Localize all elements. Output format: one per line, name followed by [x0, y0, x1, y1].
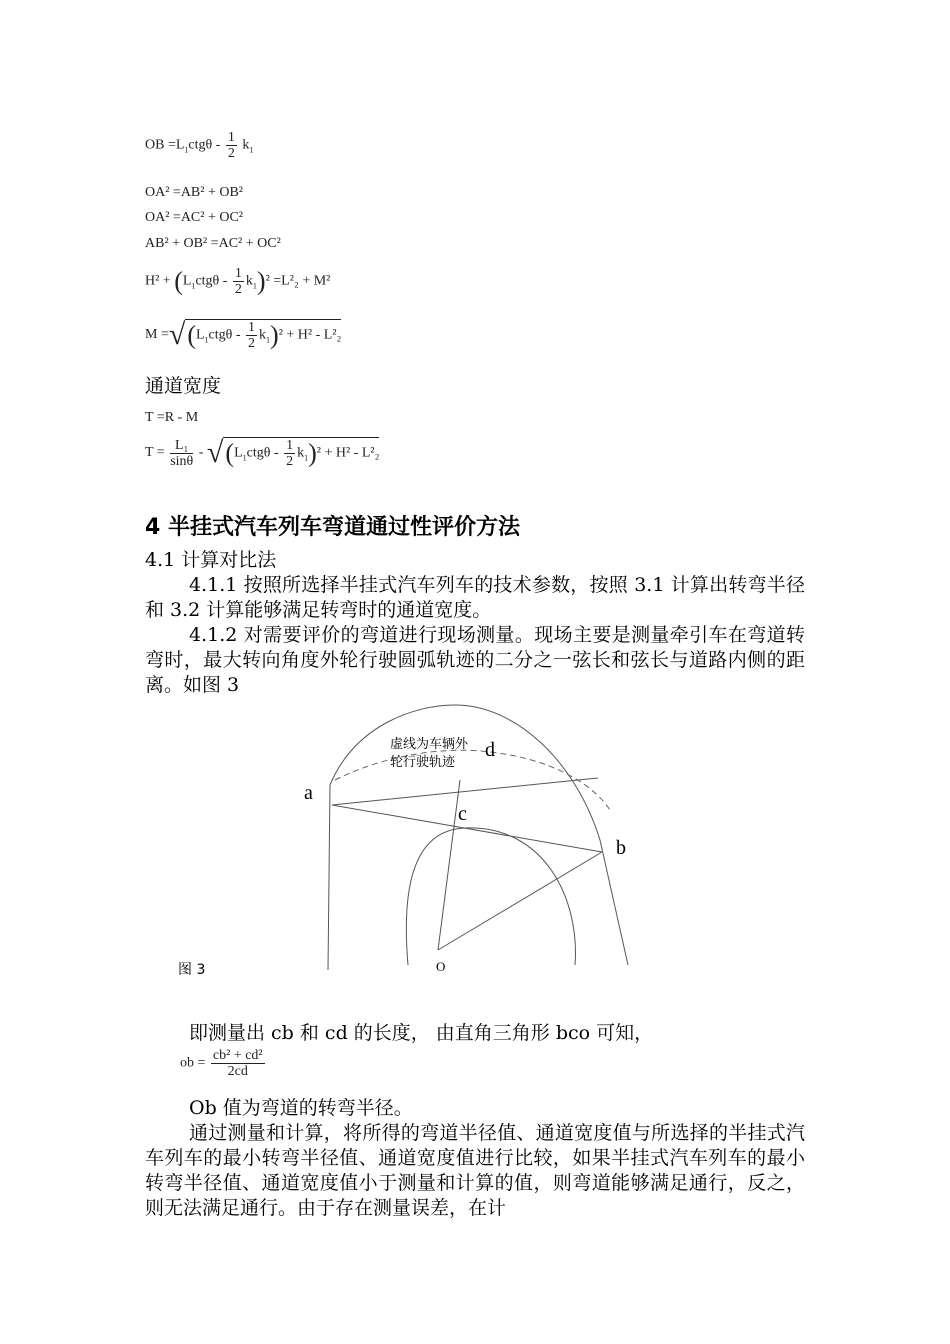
label-a: a	[304, 782, 313, 804]
chord-ab	[332, 805, 602, 852]
formula-t2: T = $\frac{\text{L₁}}{\sin\theta}$ - $√(L_1ctg\theta$ - $\frac{1}{2}$ $k_1)^2 + H^2 - L^2_2$	[145, 436, 380, 469]
label-channel-width: 通道宽度	[145, 375, 222, 397]
paragraph-measure: 即测量出 cb 和 cd 的长度， 由直角三角形 bco 可知，	[189, 1022, 654, 1044]
paragraph-4-1-1: 4.1.1 按照所选择半挂式汽车列车的技术参数，按照 3.1 计算出转弯半径和 3.2 计算能够满足转弯时的通道宽度。	[145, 574, 805, 621]
wheel-path-dashed	[335, 750, 610, 810]
inner-road-edge	[406, 828, 575, 965]
line-c-o	[438, 780, 460, 950]
label-o: O	[436, 959, 446, 974]
formula-h: $H^2 + (L_1ctg\theta$ - $\frac{1}{2}$ $k_1)^2 =L^2_2 + M^2$	[145, 266, 331, 297]
formula-oa-ac-oc: OA² =AC² + OC²	[145, 210, 243, 225]
paragraph-ob-meaning: Ob 值为弯道的转弯半径。	[189, 1097, 413, 1119]
formula-m: $M =√(L_1ctg\theta$ - $\frac{1}{2}$ $k_1)^2 + H^2 - L^2_2$	[145, 318, 342, 351]
figure-caption: 图 3	[178, 962, 206, 978]
formula-ob-lowercase: ob = $\frac{\text{cb² + cd²}}{2cd}$	[180, 1048, 263, 1079]
formula-oa-ab-ob: OA² =AB² + OB²	[145, 185, 243, 200]
label-b: b	[616, 837, 626, 859]
label-c: c	[458, 803, 467, 825]
annotation-line-2: 轮行驶轨迹	[390, 755, 456, 770]
figure-3	[170, 700, 650, 975]
line-o-b	[438, 852, 602, 950]
section-heading: 4 半挂式汽车列车弯道通过性评价方法	[145, 515, 520, 540]
paragraph-4-1-2: 4.1.2 对需要评价的弯道进行现场测量。现场主要是测量牵引车在弯道转弯时，最大转向角度外轮行驶圆弧轨迹的二分之一弦长和弦长与道路内侧的距离。如图 3	[145, 624, 805, 696]
line-a-d	[332, 778, 598, 805]
formula-ob: OB $=L_1ctg\theta$ - $\frac{1}{2}$ $k_1$	[145, 130, 254, 161]
annotation-line-1: 虚线为车辆外	[390, 737, 469, 752]
outer-road-edge	[328, 705, 628, 970]
formula-t1: T =R - M	[145, 410, 199, 425]
paragraph-conclusion: 通过测量和计算，将所得的弯道半径值、通道宽度值与所选择的半挂式汽车列车的最小转弯半径值、通道宽度值进行比较，如果半挂式汽车列车的最小转弯半径值、通道宽度值小于测量和计算的值，则弯道能够满足通行，反之，则无法满足通行。由于存在测量误差，在计	[145, 1122, 805, 1219]
formula-ab-ob-ac-oc: AB² + OB² =AC² + OC²	[145, 236, 281, 251]
subsection-heading: 4.1 计算对比法	[145, 549, 277, 571]
label-d: d	[485, 739, 495, 761]
